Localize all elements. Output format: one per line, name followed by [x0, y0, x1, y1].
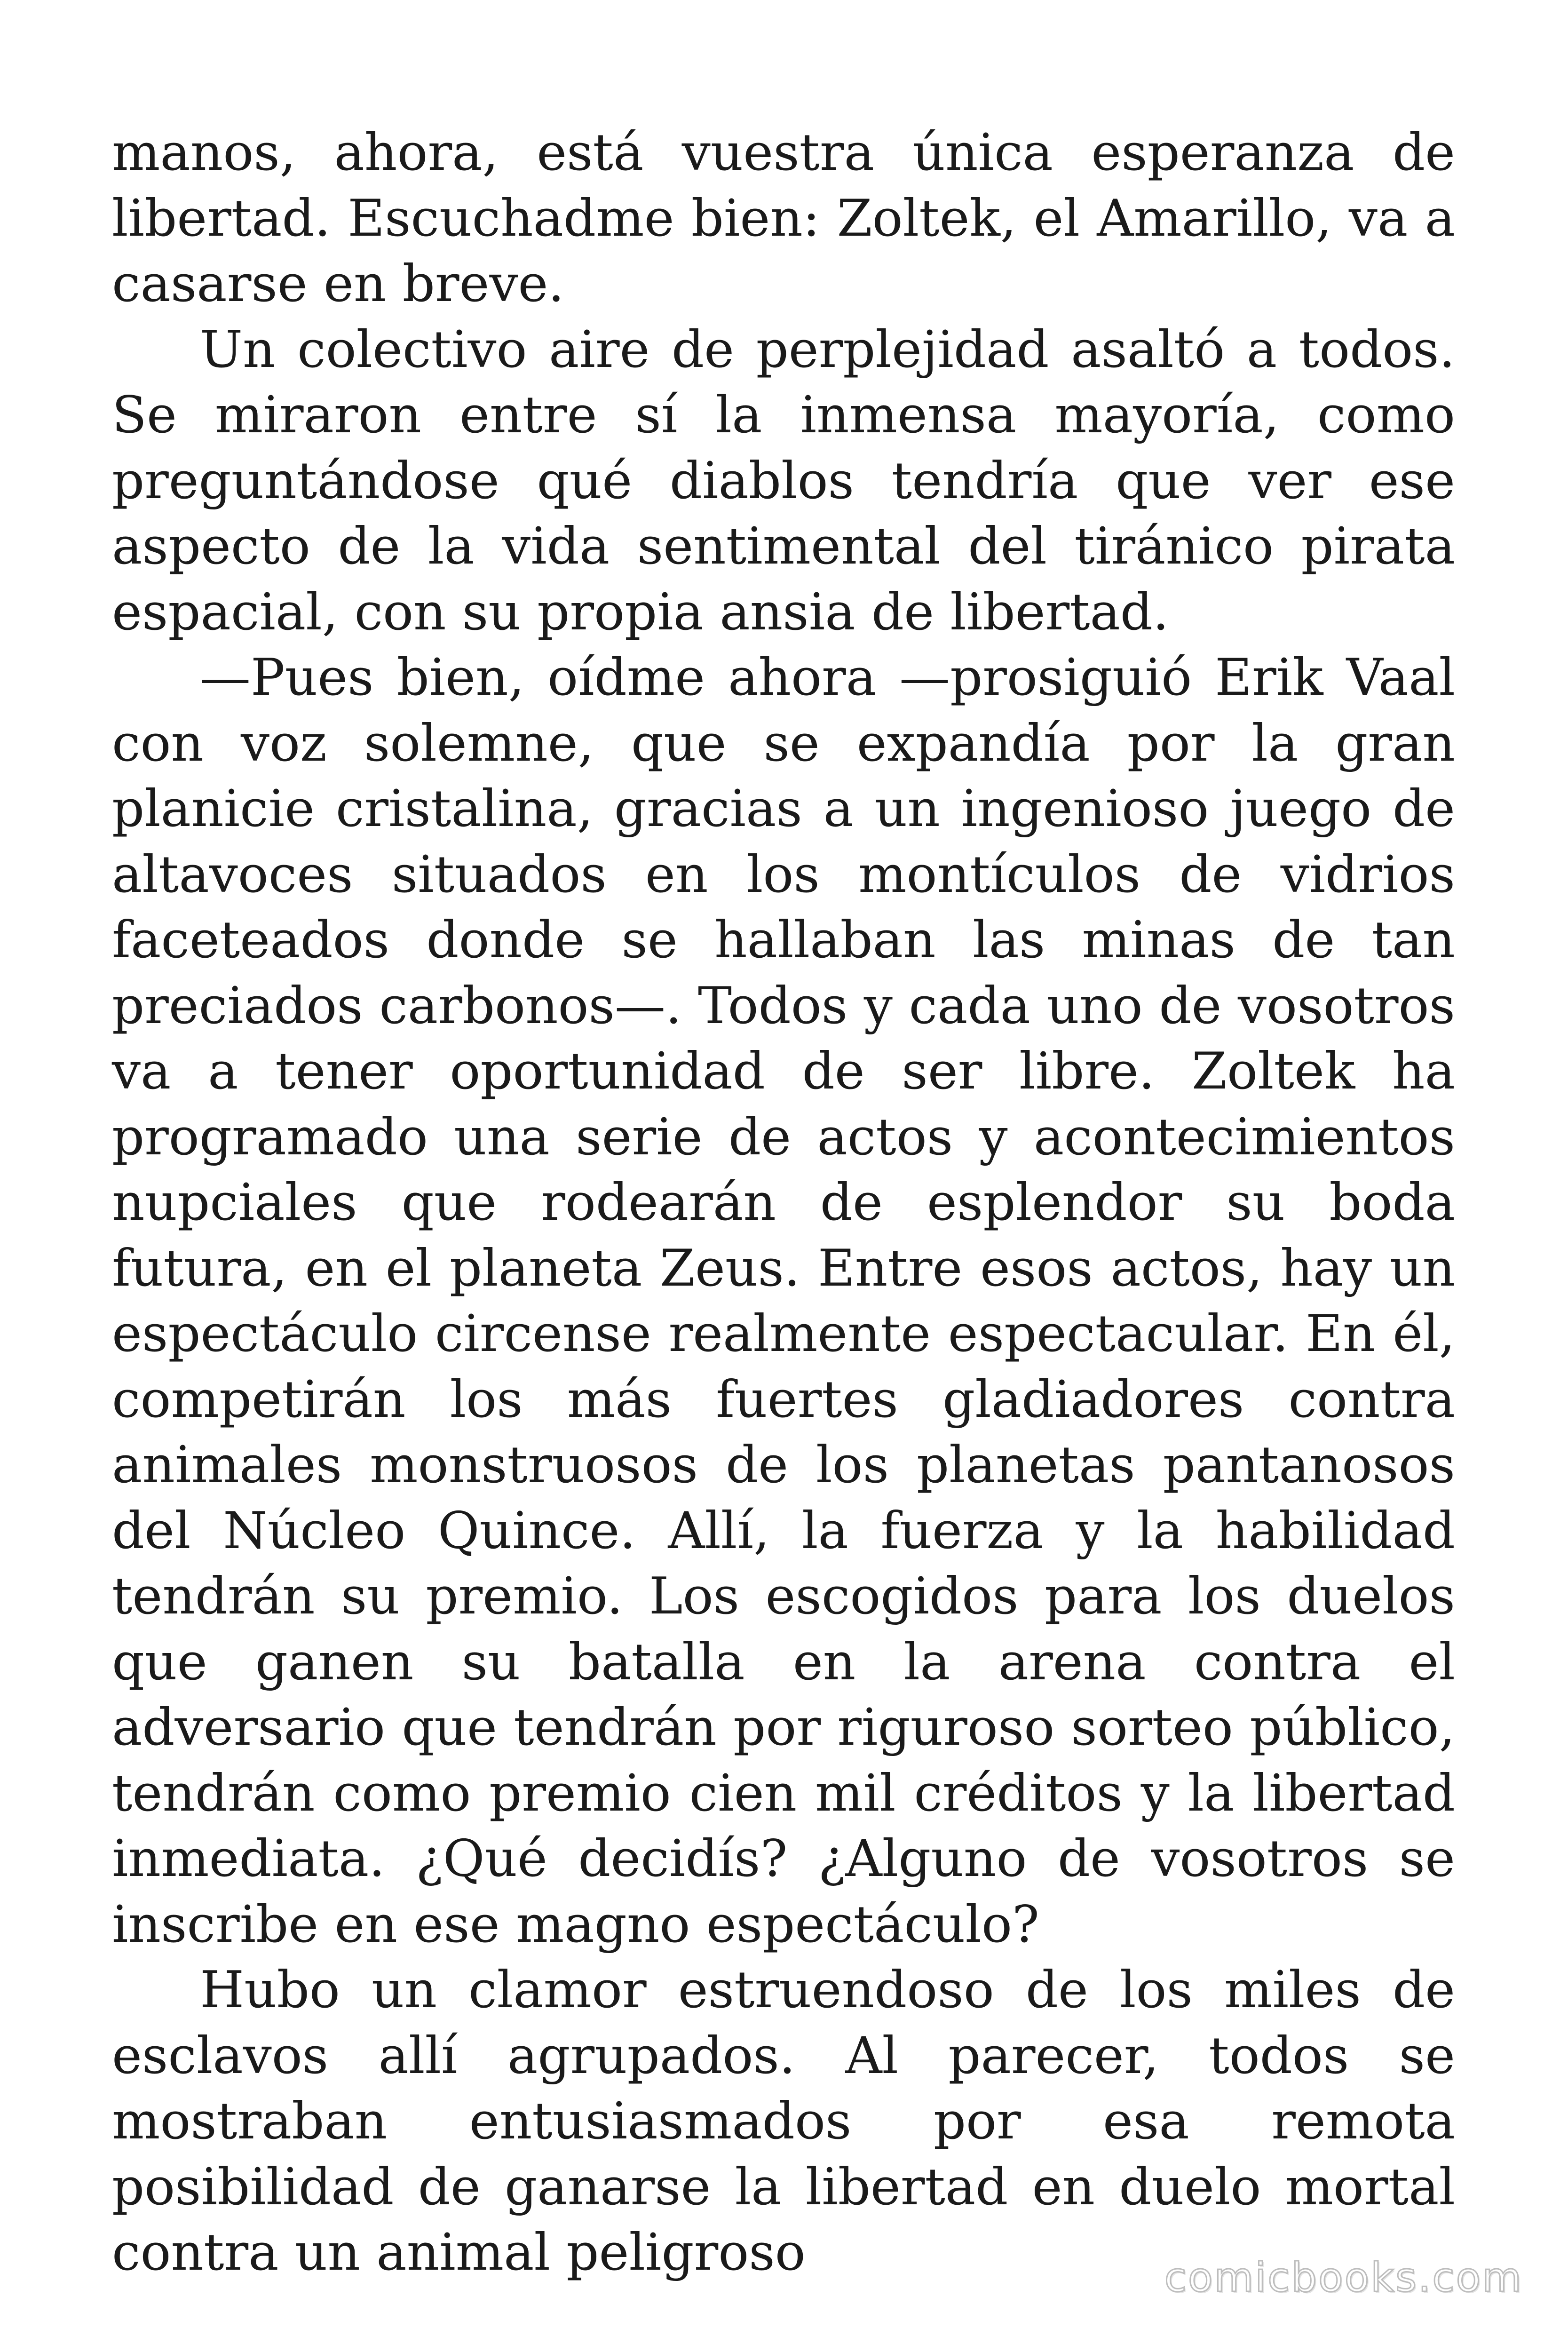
paragraph-3: —Pues bien, oídme ahora —prosiguió Erik Vaal con voz solemne, que se expandía por la gran planicie cristalina, gracias a un ingenioso juego de altavoces situados en los montículos de vidrios faceteados donde se hallaban las minas de tan preciados carbonos—. Todos y cada uno de vosotros va a tener oportunidad de ser libre. Zoltek ha programado una serie de actos y acontecimientos nupciales que rodearán de esplendor su boda futura, en el planeta Zeus. Entre esos actos, hay un espectáculo circense realmente espectacular. En él, competirán los más fuertes gladiadores contra animales monstruosos de los planetas pantanosos del Núcleo Quince. Allí, la fuerza y la habilidad tendrán su premio. Los escogidos para los duelos que ganen su batalla en la arena contra el adversario que tendrán por riguroso sorteo público, tendrán como premio cien mil créditos y la libertad inmediata. ¿Qué decidís? ¿Alguno de vosotros se inscribe en ese magno espectáculo?: [112, 648, 1455, 1954]
watermark-logo: comicbooks.com: [1164, 2254, 1523, 2301]
paragraph-4: Hubo un clamor estruendoso de los miles de esclavos allí agrupados. Al parecer, todos se mostraban entusiasmados por esa remota posibilidad de ganarse la libertad en duelo mortal contra un animal peligroso: [112, 1961, 1455, 2282]
paragraph-1: manos, ahora, está vuestra única esperanza de libertad. Escuchadme bien: Zoltek, el Amarillo, va a casarse en breve.: [112, 123, 1455, 313]
body-text: [112, 120, 1455, 2286]
paragraph-2: Un colectivo aire de perplejidad asaltó a todos. Se miraron entre sí la inmensa mayoría, como preguntándose qué diablos tendría que ver ese aspecto de la vida sentimental del tiránico pirata espacial, con su propia ansia de libertad.: [112, 320, 1455, 642]
